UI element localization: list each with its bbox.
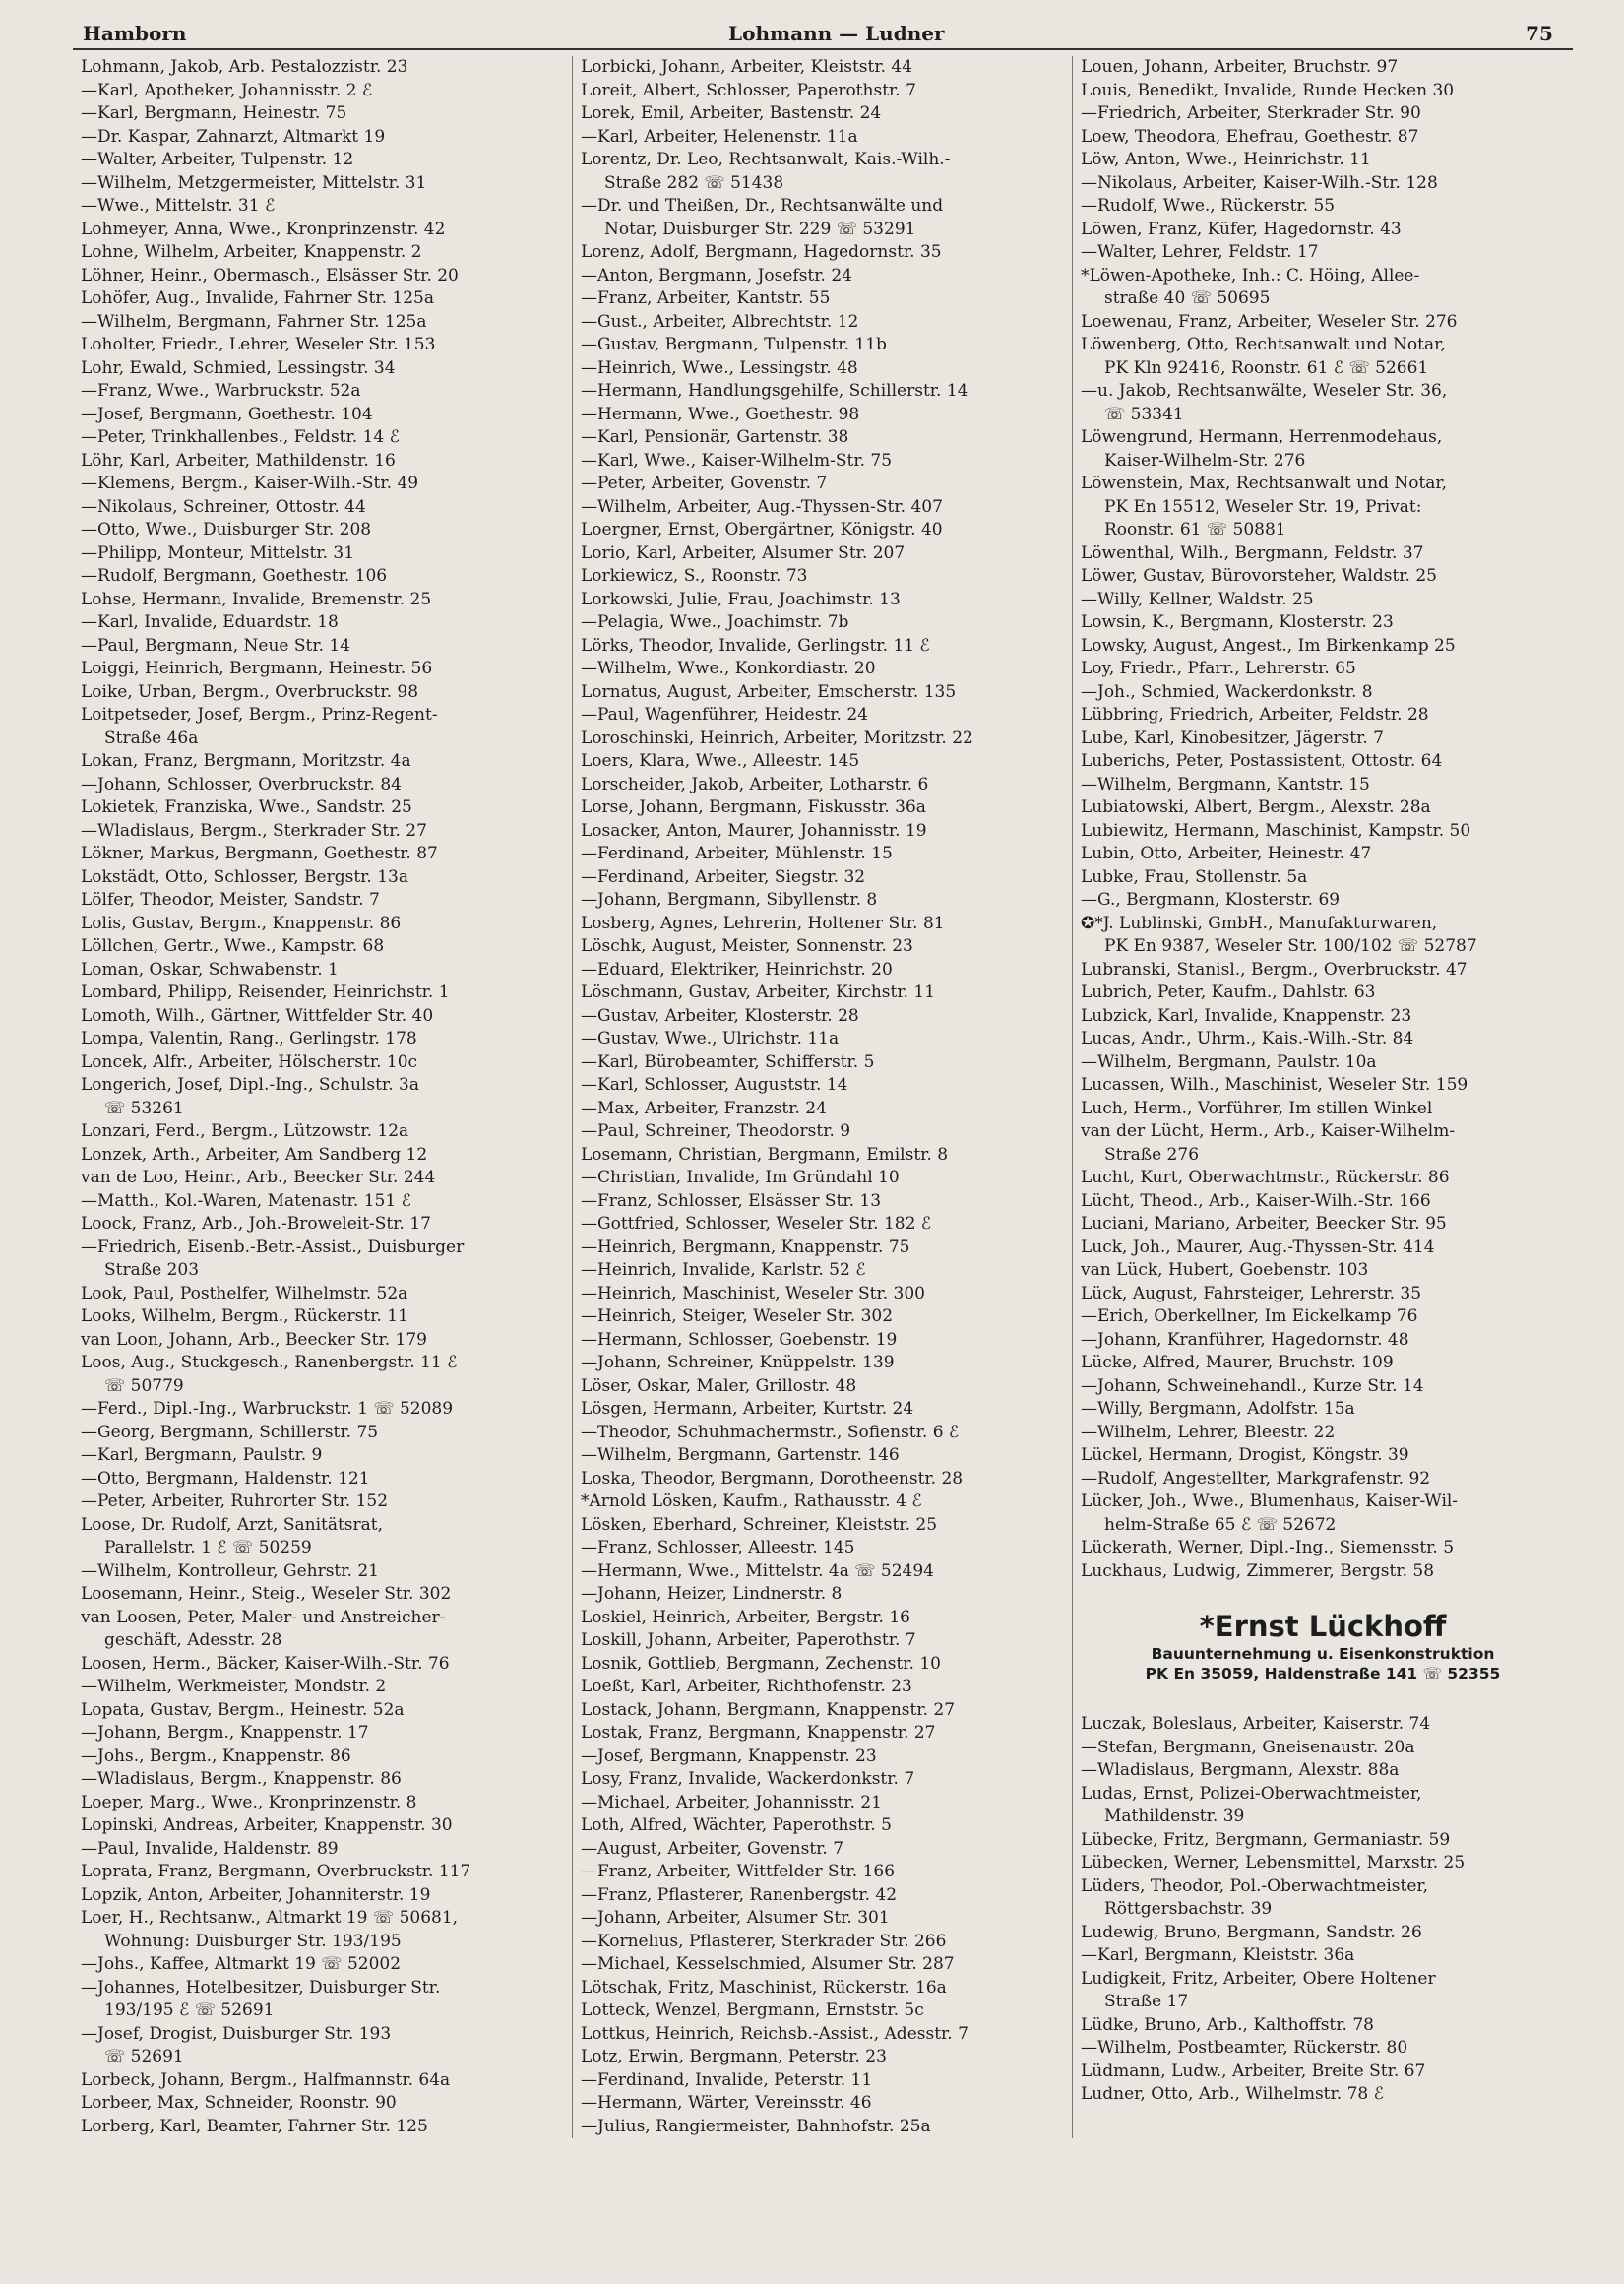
- directory-entry: —Johannes, Hotelbesitzer, Duisburger Str.: [81, 1977, 441, 1998]
- directory-entry: —Wilhelm, Kontrolleur, Gehrstr. 21: [81, 1560, 379, 1581]
- directory-entry: —Wilhelm, Werkmeister, Mondstr. 2: [81, 1677, 387, 1696]
- directory-entry: Loergner, Ernst, Obergärtner, Königstr. 40: [581, 520, 943, 539]
- directory-entry: —Theodor, Schuhmachermstr., Sofienstr. 6 ℰ: [581, 1422, 960, 1442]
- directory-entry: —Heinrich, Maschinist, Weseler Str. 300: [581, 1283, 925, 1303]
- directory-entry: Löhr, Karl, Arbeiter, Mathildenstr. 16: [81, 450, 396, 471]
- directory-entry: —Josef, Drogist, Duisburger Str. 193: [81, 2023, 392, 2044]
- directory-entry: —Heinrich, Wwe., Lessingstr. 48: [581, 357, 858, 378]
- directory-entry: Löwenthal, Wilh., Bergmann, Feldstr. 37: [1081, 542, 1424, 563]
- directory-entry: —Eduard, Elektriker, Heinrichstr. 20: [581, 959, 893, 980]
- directory-entry: Lölfer, Theodor, Meister, Sandstr. 7: [81, 890, 380, 910]
- directory-entry: —Rudolf, Angestellter, Markgrafenstr. 92: [1081, 1468, 1431, 1489]
- directory-entry: Ludner, Otto, Arb., Wilhelmstr. 78 ℰ: [1081, 2084, 1384, 2104]
- directory-entry: Löllchen, Gertr., Wwe., Kampstr. 68: [81, 936, 385, 956]
- directory-entry: —Franz, Schlosser, Alleestr. 145: [581, 1538, 855, 1557]
- directory-entry: —Johann, Heizer, Lindnerstr. 8: [581, 1584, 843, 1604]
- directory-entry: —Hermann, Wwe., Goethestr. 98: [581, 404, 860, 424]
- directory-entry: —Johann, Bergm., Knappenstr. 17: [81, 1723, 369, 1743]
- ad-line-1: Bauunternehmung u. Eisenkonstruktion: [1151, 1645, 1495, 1663]
- directory-entry: van de Loo, Heinr., Arb., Beecker Str. 244: [81, 1168, 436, 1187]
- directory-entry: Lüdmann, Ludw., Arbeiter, Breite Str. 67: [1081, 2061, 1426, 2081]
- directory-entry: Lück, August, Fahrsteiger, Lehrerstr. 35: [1081, 1283, 1422, 1303]
- directory-entry: —Karl, Schlosser, Auguststr. 14: [581, 1075, 848, 1095]
- directory-entry: van der Lücht, Herm., Arb., Kaiser-Wilhelm-: [1081, 1121, 1456, 1141]
- directory-entry: Lube, Karl, Kinobesitzer, Jägerstr. 7: [1081, 728, 1384, 748]
- directory-entry: —Hermann, Handlungsgehilfe, Schillerstr. 14: [581, 381, 968, 401]
- directory-entry: —Wilhelm, Metzgermeister, Mittelstr. 31: [81, 172, 427, 193]
- directory-entry: *Löwen-Apotheke, Inh.: C. Höing, Allee-: [1081, 265, 1420, 286]
- directory-entry: —Karl, Apotheker, Johannisstr. 2 ℰ: [81, 80, 373, 100]
- directory-entry: Loreit, Albert, Schlosser, Paperothstr. 7: [581, 80, 916, 100]
- directory-entry: Losberg, Agnes, Lehrerin, Holtener Str. 81: [581, 913, 945, 933]
- directory-entry: Loy, Friedr., Pfarr., Lehrerstr. 65: [1081, 659, 1356, 678]
- directory-entry: Losnik, Gottlieb, Bergmann, Zechenstr. 10: [581, 1653, 941, 1674]
- directory-entry: —Johann, Schlosser, Overbruckstr. 84: [81, 774, 402, 794]
- directory-entry: —Julius, Rangiermeister, Bahnhofstr. 25a: [581, 2116, 931, 2136]
- directory-entry: *Arnold Lösken, Kaufm., Rathausstr. 4 ℰ: [581, 1491, 922, 1511]
- directory-entry: —Hermann, Schlosser, Goebenstr. 19: [581, 1329, 898, 1350]
- directory-entry: Löser, Oskar, Maler, Grillostr. 48: [581, 1375, 857, 1396]
- directory-entry-continuation: Parallelstr. 1 ℰ ☏ 50259: [104, 1538, 312, 1557]
- directory-entry: Löwenstein, Max, Rechtsanwalt und Notar,: [1081, 474, 1448, 493]
- directory-entry: Lösgen, Hermann, Arbeiter, Kurtstr. 24: [581, 1399, 914, 1419]
- directory-entry: Lornatus, August, Arbeiter, Emscherstr. 135: [581, 681, 957, 702]
- directory-entry: —Hermann, Wwe., Mittelstr. 4a ☏ 52494: [581, 1560, 934, 1581]
- directory-entry: Loman, Oskar, Schwabenstr. 1: [81, 959, 339, 980]
- directory-entry: Loprata, Franz, Bergmann, Overbruckstr. 117: [81, 1862, 471, 1881]
- directory-entry-continuation: PK Kln 92416, Roonstr. 61 ℰ ☏ 52661: [1104, 357, 1429, 378]
- directory-entry: —Peter, Arbeiter, Govenstr. 7: [581, 474, 828, 493]
- directory-entry-continuation: Straße 282 ☏ 51438: [604, 172, 784, 193]
- directory-entry: Lombard, Philipp, Reisender, Heinrichstr. 1: [81, 983, 450, 1002]
- directory-entry: Loewenau, Franz, Arbeiter, Weseler Str. 276: [1081, 311, 1458, 332]
- directory-entry: Lucassen, Wilh., Maschinist, Weseler Str. 159: [1081, 1075, 1468, 1095]
- directory-entry: Lotteck, Wenzel, Bergmann, Ernststr. 5c: [581, 2000, 924, 2020]
- directory-entry: Lostak, Franz, Bergmann, Knappenstr. 27: [581, 1723, 936, 1743]
- directory-entry: Löhner, Heinr., Obermasch., Elsässer Str. 20: [81, 265, 459, 286]
- directory-entry: —August, Arbeiter, Govenstr. 7: [581, 1838, 844, 1859]
- directory-entry: —Ferdinand, Invalide, Peterstr. 11: [581, 2069, 873, 2090]
- directory-entry: —Wilhelm, Postbeamter, Rückerstr. 80: [1081, 2038, 1408, 2058]
- directory-entry: Lohöfer, Aug., Invalide, Fahrner Str. 125a: [81, 288, 434, 308]
- directory-entry: Losemann, Christian, Bergmann, Emilstr. 8: [581, 1144, 949, 1165]
- directory-entry: Loiggi, Heinrich, Bergmann, Heinestr. 56: [81, 659, 433, 678]
- directory-entry: Ludewig, Bruno, Bergmann, Sandstr. 26: [1081, 1922, 1422, 1942]
- column-2: [573, 56, 1073, 2138]
- directory-entry: —Gustav, Wwe., Ulrichstr. 11a: [581, 1029, 840, 1048]
- directory-entry-continuation: PK En 15512, Weseler Str. 19, Privat:: [1104, 496, 1422, 517]
- directory-entry: Löwen, Franz, Küfer, Hagedornstr. 43: [1081, 219, 1402, 239]
- directory-entry: —Johann, Arbeiter, Alsumer Str. 301: [581, 1908, 890, 1928]
- directory-entry: —Franz, Wwe., Warbruckstr. 52a: [81, 381, 361, 401]
- directory-entry: Luczak, Boleslaus, Arbeiter, Kaiserstr. 74: [1081, 1714, 1431, 1734]
- directory-entry: —Ferd., Dipl.-Ing., Warbruckstr. 1 ☏ 52089: [81, 1399, 454, 1419]
- directory-entry: Lucas, Andr., Uhrm., Kais.-Wilh.-Str. 84: [1081, 1029, 1414, 1048]
- directory-entry: Lonzari, Ferd., Bergm., Lützowstr. 12a: [81, 1121, 409, 1141]
- directory-entry: Longerich, Josef, Dipl.-Ing., Schulstr. 3a: [81, 1075, 419, 1095]
- directory-entry: Lohmeyer, Anna, Wwe., Kronprinzenstr. 42: [81, 219, 446, 239]
- directory-entry: Loosen, Herm., Bäcker, Kaiser-Wilh.-Str. 76: [81, 1653, 450, 1674]
- directory-entry: Lowsin, K., Bergmann, Klosterstr. 23: [1081, 612, 1394, 632]
- directory-entry: Lorscheider, Jakob, Arbeiter, Lotharstr. 6: [581, 774, 929, 794]
- directory-entry: —Christian, Invalide, Im Gründahl 10: [581, 1168, 900, 1187]
- directory-entry: Lokan, Franz, Bergmann, Moritzstr. 4a: [81, 751, 411, 771]
- directory-entry: —Karl, Bergmann, Heinestr. 75: [81, 103, 347, 123]
- directory-entry: —Joh., Schmied, Wackerdonkstr. 8: [1081, 681, 1373, 702]
- directory-entry: —Dr. Kaspar, Zahnarzt, Altmarkt 19: [81, 126, 386, 147]
- directory-entry: —Georg, Bergmann, Schillerstr. 75: [81, 1422, 379, 1442]
- directory-entry: —Paul, Wagenführer, Heidestr. 24: [581, 705, 868, 725]
- directory-entry: —Franz, Arbeiter, Wittfelder Str. 166: [581, 1862, 896, 1881]
- directory-entry-continuation: Mathildenstr. 39: [1104, 1807, 1245, 1826]
- directory-entry-continuation: straße 40 ☏ 50695: [1104, 288, 1271, 308]
- directory-entry: —Rudolf, Wwe., Rückerstr. 55: [1081, 196, 1336, 216]
- directory-entry: Lorek, Emil, Arbeiter, Bastenstr. 24: [581, 103, 882, 123]
- directory-entry: Looks, Wilhelm, Bergm., Rückerstr. 11: [81, 1306, 408, 1326]
- directory-entry-continuation: geschäft, Adesstr. 28: [104, 1630, 282, 1650]
- directory-entry: —Karl, Pensionär, Gartenstr. 38: [581, 427, 849, 447]
- column-3-entries-bottom: [1081, 1713, 1565, 2107]
- directory-entry: Luciani, Mariano, Arbeiter, Beecker Str. 95: [1081, 1214, 1447, 1234]
- column-3-entries-top: [1081, 56, 1565, 1583]
- directory-entry: Lohr, Ewald, Schmied, Lessingstr. 34: [81, 357, 396, 378]
- directory-entry: Look, Paul, Posthelfer, Wilhelmstr. 52a: [81, 1283, 408, 1303]
- directory-entry: —Johs., Bergm., Knappenstr. 86: [81, 1745, 351, 1766]
- directory-entry-continuation: Straße 17: [1104, 1992, 1189, 2011]
- directory-entry: Loroschinski, Heinrich, Arbeiter, Moritzstr. 22: [581, 728, 973, 748]
- directory-entry-continuation: Röttgersbachstr. 39: [1104, 1899, 1273, 1919]
- directory-entry: Lottkus, Heinrich, Reichsb.-Assist., Adesstr. 7: [581, 2023, 968, 2044]
- directory-entry: —Johann, Kranführer, Hagedornstr. 48: [1081, 1329, 1409, 1350]
- directory-entry: —Karl, Wwe., Kaiser-Wilhelm-Str. 75: [581, 450, 893, 471]
- directory-entry-continuation: ☏ 53341: [1104, 404, 1184, 424]
- directory-entry: Lowsky, August, Angest., Im Birkenkamp 25: [1081, 635, 1456, 656]
- directory-entry: Ludas, Ernst, Polizei-Oberwachtmeister,: [1081, 1783, 1422, 1804]
- directory-entry: Lorio, Karl, Arbeiter, Alsumer Str. 207: [581, 542, 906, 563]
- directory-entry: Löwer, Gustav, Bürovorsteher, Waldstr. 25: [1081, 566, 1437, 586]
- directory-entry: Lorbeck, Johann, Bergm., Halfmannstr. 64a: [81, 2069, 451, 2090]
- directory-entry: Lorenz, Adolf, Bergmann, Hagedornstr. 35: [581, 242, 942, 262]
- directory-entry: —Nikolaus, Arbeiter, Kaiser-Wilh.-Str. 128: [1081, 172, 1438, 193]
- directory-entry: —Walter, Arbeiter, Tulpenstr. 12: [81, 150, 354, 169]
- directory-entry: —Max, Arbeiter, Franzstr. 24: [581, 1098, 827, 1118]
- directory-entry: Lohse, Hermann, Invalide, Bremenstr. 25: [81, 589, 432, 609]
- directory-entry: —Franz, Schlosser, Elsässer Str. 13: [581, 1190, 882, 1211]
- directory-entry: —Friedrich, Arbeiter, Sterkrader Str. 90: [1081, 103, 1421, 123]
- directory-entry-continuation: Straße 46a: [104, 728, 199, 748]
- directory-entry: Lokstädt, Otto, Schlosser, Bergstr. 13a: [81, 866, 408, 887]
- directory-entry: —Wilhelm, Lehrer, Bleestr. 22: [1081, 1422, 1336, 1442]
- directory-entry: —Gust., Arbeiter, Albrechtstr. 12: [581, 311, 859, 332]
- directory-entry: —Josef, Bergmann, Knappenstr. 23: [581, 1745, 877, 1766]
- directory-entry: Loska, Theodor, Bergmann, Dorotheenstr. 28: [581, 1468, 964, 1489]
- directory-entry: Loos, Aug., Stuckgesch., Ranenbergstr. 11 ℰ: [81, 1353, 458, 1372]
- directory-entry: —Karl, Arbeiter, Helenenstr. 11a: [581, 126, 858, 147]
- directory-entry: Loitpetseder, Josef, Bergm., Prinz-Regent-: [81, 705, 438, 725]
- directory-entry: Loosemann, Heinr., Steig., Weseler Str. 302: [81, 1584, 452, 1604]
- directory-entry: —Philipp, Monteur, Mittelstr. 31: [81, 542, 355, 563]
- directory-entry-continuation: Straße 276: [1104, 1144, 1200, 1165]
- directory-entry: Lubrich, Peter, Kaufm., Dahlstr. 63: [1081, 983, 1376, 1002]
- directory-entry: —Johs., Kaffee, Altmarkt 19 ☏ 52002: [81, 1954, 402, 1974]
- directory-entry: Lücht, Theod., Arb., Kaiser-Wilh.-Str. 166: [1081, 1190, 1431, 1211]
- directory-entry: Loose, Dr. Rudolf, Arzt, Sanitätsrat,: [81, 1514, 384, 1535]
- directory-entry: Löwengrund, Hermann, Herrenmodehaus,: [1081, 427, 1443, 447]
- directory-entry: Ludigkeit, Fritz, Arbeiter, Obere Holtener: [1081, 1968, 1436, 1989]
- directory-entry: Luck, Joh., Maurer, Aug.-Thyssen-Str. 414: [1081, 1237, 1435, 1257]
- directory-entry: —Walter, Lehrer, Feldstr. 17: [1081, 242, 1319, 262]
- directory-entry: ✪*J. Lublinski, GmbH., Manufakturwaren,: [1081, 913, 1438, 933]
- header-center: Lohmann — Ludner: [728, 22, 945, 45]
- directory-entry: Lückerath, Werner, Dipl.-Ing., Siemensstr. 5: [1081, 1538, 1455, 1557]
- directory-entry: —Gustav, Bergmann, Tulpenstr. 11b: [581, 335, 887, 354]
- directory-entry: —Peter, Arbeiter, Ruhrorter Str. 152: [81, 1491, 389, 1511]
- columns: [73, 56, 1573, 2138]
- directory-entry: Lorkiewicz, S., Roonstr. 73: [581, 566, 808, 586]
- directory-entry: —G., Bergmann, Klosterstr. 69: [1081, 890, 1341, 910]
- directory-entry: Loholter, Friedr., Lehrer, Weseler Str. 153: [81, 335, 436, 354]
- directory-entry: —Michael, Kesselschmied, Alsumer Str. 287: [581, 1954, 955, 1974]
- directory-entry: van Loosen, Peter, Maler- und Anstreicher-: [81, 1607, 446, 1627]
- directory-entry: —Anton, Bergmann, Josefstr. 24: [581, 265, 852, 286]
- directory-entry: Lücke, Alfred, Maurer, Bruchstr. 109: [1081, 1353, 1394, 1372]
- directory-entry: Lorberg, Karl, Beamter, Fahrner Str. 125: [81, 2116, 428, 2136]
- directory-entry: —Karl, Bergmann, Paulstr. 9: [81, 1445, 323, 1465]
- directory-entry: Loer, H., Rechtsanw., Altmarkt 19 ☏ 50681,: [81, 1908, 459, 1928]
- directory-entry: Losy, Franz, Invalide, Wackerdonkstr. 7: [581, 1769, 915, 1789]
- directory-entry: Lopinski, Andreas, Arbeiter, Knappenstr. 30: [81, 1815, 453, 1835]
- directory-entry: —Wilhelm, Bergmann, Kantstr. 15: [1081, 774, 1370, 794]
- directory-entry-continuation: helm-Straße 65 ℰ ☏ 52672: [1104, 1514, 1337, 1535]
- directory-entry: Lorentz, Dr. Leo, Rechtsanwalt, Kais.-Wilh.-: [581, 150, 951, 169]
- directory-entry: —Wilhelm, Bergmann, Fahrner Str. 125a: [81, 311, 427, 332]
- directory-entry: Löw, Anton, Wwe., Heinrichstr. 11: [1081, 150, 1371, 169]
- directory-entry: Lotz, Erwin, Bergmann, Peterstr. 23: [581, 2047, 887, 2066]
- directory-entry: Lubiewitz, Hermann, Maschinist, Kampstr. 50: [1081, 820, 1471, 841]
- directory-entry-continuation: ☏ 52691: [104, 2047, 184, 2066]
- directory-entry: Lückel, Hermann, Drogist, Köngstr. 39: [1081, 1445, 1409, 1465]
- directory-entry: Lucht, Kurt, Oberwachtmstr., Rückerstr. 86: [1081, 1168, 1450, 1187]
- directory-entry-continuation: ☏ 53261: [104, 1098, 184, 1118]
- directory-entry-continuation: PK En 9387, Weseler Str. 100/102 ☏ 52787: [1104, 936, 1477, 956]
- directory-entry: —Pelagia, Wwe., Joachimstr. 7b: [581, 612, 849, 632]
- directory-entry: —Wilhelm, Wwe., Konkordiastr. 20: [581, 659, 876, 678]
- directory-entry: —Karl, Bergmann, Kleiststr. 36a: [1081, 1945, 1355, 1965]
- directory-entry: —Willy, Bergmann, Adolfstr. 15a: [1081, 1399, 1355, 1419]
- ad-name: *Ernst Lückhoff: [1199, 1610, 1447, 1643]
- directory-entry: —Karl, Bürobeamter, Schifferstr. 5: [581, 1051, 875, 1072]
- directory-entry: Lubke, Frau, Stollenstr. 5a: [1081, 866, 1308, 887]
- directory-entry: —Heinrich, Steiger, Weseler Str. 302: [581, 1306, 894, 1326]
- directory-entry: —Paul, Invalide, Haldenstr. 89: [81, 1838, 339, 1859]
- directory-entry: Luckhaus, Ludwig, Zimmerer, Bergstr. 58: [1081, 1560, 1435, 1581]
- directory-entry: Losacker, Anton, Maurer, Johannisstr. 19: [581, 820, 927, 841]
- directory-entry: —Nikolaus, Schreiner, Ottostr. 44: [81, 496, 366, 517]
- directory-entry: Löschk, August, Meister, Sonnenstr. 23: [581, 936, 913, 956]
- directory-entry: —Wladislaus, Bergm., Knappenstr. 86: [81, 1769, 402, 1789]
- directory-entry: Lötschak, Fritz, Maschinist, Rückerstr. 16a: [581, 1977, 947, 1998]
- directory-entry: Lubin, Otto, Arbeiter, Heinestr. 47: [1081, 844, 1372, 863]
- directory-entry: Lonzek, Arth., Arbeiter, Am Sandberg 12: [81, 1144, 428, 1165]
- directory-entry: van Lück, Hubert, Goebenstr. 103: [1081, 1260, 1369, 1280]
- directory-entry: Lorbicki, Johann, Arbeiter, Kleiststr. 44: [581, 57, 913, 77]
- directory-entry: Lörks, Theodor, Invalide, Gerlingstr. 11 ℰ: [581, 635, 930, 656]
- directory-entry: Luch, Herm., Vorführer, Im stillen Winkel: [1081, 1098, 1433, 1118]
- directory-entry: Loeper, Marg., Wwe., Kronprinzenstr. 8: [81, 1792, 417, 1812]
- directory-entry: Lubzick, Karl, Invalide, Knappenstr. 23: [1081, 1005, 1412, 1026]
- directory-entry: —Hermann, Wärter, Vereinsstr. 46: [581, 2093, 872, 2113]
- directory-entry: Lücker, Joh., Wwe., Blumenhaus, Kaiser-Wil-: [1081, 1491, 1459, 1511]
- directory-entry: Lorbeer, Max, Schneider, Roonstr. 90: [81, 2093, 397, 2113]
- directory-entry: Loike, Urban, Bergm., Overbruckstr. 98: [81, 681, 419, 702]
- directory-entry: —Gustav, Arbeiter, Klosterstr. 28: [581, 1005, 859, 1026]
- directory-entry: —Kornelius, Pflasterer, Sterkrader Str. 266: [581, 1931, 947, 1951]
- directory-entry-continuation: ☏ 50779: [104, 1375, 184, 1396]
- directory-entry: Loock, Franz, Arb., Joh.-Broweleit-Str. 17: [81, 1214, 431, 1234]
- directory-entry-continuation: Kaiser-Wilhelm-Str. 276: [1104, 450, 1306, 471]
- directory-entry: Lopata, Gustav, Bergm., Heinestr. 52a: [81, 1699, 405, 1720]
- directory-entry-continuation: Wohnung: Duisburger Str. 193/195: [104, 1931, 402, 1951]
- directory-entry: Loskill, Johann, Arbeiter, Paperothstr. 7: [581, 1630, 916, 1650]
- directory-entry: Loeßt, Karl, Arbeiter, Richthofenstr. 23: [581, 1677, 912, 1696]
- page-number: 75: [1526, 22, 1553, 45]
- directory-entry: Lomoth, Wilh., Gärtner, Wittfelder Str. 40: [81, 1005, 434, 1026]
- directory-entry: —Johann, Bergmann, Sibyllenstr. 8: [581, 890, 878, 910]
- directory-entry: —Wilhelm, Bergmann, Paulstr. 10a: [1081, 1051, 1377, 1072]
- directory-entry: —Ferdinand, Arbeiter, Mühlenstr. 15: [581, 844, 893, 863]
- directory-entry: Loers, Klara, Wwe., Alleestr. 145: [581, 751, 860, 771]
- directory-entry: Lübecke, Fritz, Bergmann, Germaniastr. 59: [1081, 1829, 1451, 1850]
- directory-entry: Lokietek, Franziska, Wwe., Sandstr. 25: [81, 797, 412, 817]
- directory-entry: —Dr. und Theißen, Dr., Rechtsanwälte und: [581, 196, 944, 216]
- directory-entry: —Johann, Schreiner, Knüppelstr. 139: [581, 1353, 895, 1372]
- directory-entry: —Stefan, Bergmann, Gneisenaustr. 20a: [1081, 1737, 1415, 1757]
- directory-entry: Loskiel, Heinrich, Arbeiter, Bergstr. 16: [581, 1607, 910, 1627]
- directory-entry: —Otto, Wwe., Duisburger Str. 208: [81, 520, 372, 539]
- directory-entry: Lubiatowski, Albert, Bergm., Alexstr. 28a: [1081, 797, 1431, 817]
- directory-entry: —Johann, Schweinehandl., Kurze Str. 14: [1081, 1375, 1424, 1396]
- directory-entry: Loew, Theodora, Ehefrau, Goethestr. 87: [1081, 126, 1419, 147]
- directory-entry: Löschmann, Gustav, Arbeiter, Kirchstr. 11: [581, 983, 936, 1002]
- directory-entry: —Friedrich, Eisenb.-Betr.-Assist., Duisburger: [81, 1237, 465, 1257]
- directory-entry: —Erich, Oberkellner, Im Eickelkamp 76: [1081, 1306, 1418, 1326]
- directory-entry: Louis, Benedikt, Invalide, Runde Hecken 30: [1081, 80, 1455, 100]
- directory-entry: Löwenberg, Otto, Rechtsanwalt und Notar,: [1081, 335, 1446, 354]
- directory-entry-continuation: Notar, Duisburger Str. 229 ☏ 53291: [604, 219, 916, 239]
- directory-entry-continuation: Straße 203: [104, 1260, 200, 1280]
- directory-entry: —Matth., Kol.-Waren, Matenastr. 151 ℰ: [81, 1190, 411, 1211]
- directory-entry: Lorkowski, Julie, Frau, Joachimstr. 13: [581, 589, 901, 609]
- directory-entry: Lösken, Eberhard, Schreiner, Kleiststr. 25: [581, 1514, 938, 1535]
- directory-entry: Lohne, Wilhelm, Arbeiter, Knappenstr. 2: [81, 242, 422, 262]
- directory-entry: —Paul, Schreiner, Theodorstr. 9: [581, 1121, 851, 1141]
- directory-entry: —Klemens, Bergm., Kaiser-Wilh.-Str. 49: [81, 474, 419, 493]
- directory-entry: Louen, Johann, Arbeiter, Bruchstr. 97: [1081, 57, 1399, 77]
- directory-entry: —Wladislaus, Bergm., Sterkrader Str. 27: [81, 820, 427, 841]
- directory-entry: —Rudolf, Bergmann, Goethestr. 106: [81, 566, 388, 586]
- directory-entry: —Paul, Bergmann, Neue Str. 14: [81, 635, 351, 656]
- directory-entry: —Gottfried, Schlosser, Weseler Str. 182 ℰ: [581, 1214, 932, 1234]
- directory-entry: Lopzik, Anton, Arbeiter, Johanniterstr. 19: [81, 1884, 431, 1905]
- directory-entry: —Peter, Trinkhallenbes., Feldstr. 14 ℰ: [81, 427, 400, 447]
- directory-entry: Lorse, Johann, Bergmann, Fiskusstr. 36a: [581, 797, 926, 817]
- directory-entry: Lolis, Gustav, Bergm., Knappenstr. 86: [81, 913, 402, 933]
- directory-entry-continuation: Roonstr. 61 ☏ 50881: [1104, 520, 1286, 539]
- column-3: [1073, 56, 1573, 2138]
- column-1: [73, 56, 573, 2138]
- directory-entry: —Josef, Bergmann, Goethestr. 104: [81, 404, 373, 424]
- directory-entry: Loncek, Alfr., Arbeiter, Hölscherstr. 10c: [81, 1051, 418, 1072]
- directory-entry: Lompa, Valentin, Rang., Gerlingstr. 178: [81, 1029, 417, 1048]
- directory-entry: Luberichs, Peter, Postassistent, Ottostr. 64: [1081, 751, 1443, 771]
- directory-entry: —Heinrich, Invalide, Karlstr. 52 ℰ: [581, 1260, 866, 1280]
- directory-entry: Lüders, Theodor, Pol.-Oberwachtmeister,: [1081, 1875, 1429, 1896]
- directory-entry: —Ferdinand, Arbeiter, Siegstr. 32: [581, 866, 866, 887]
- directory-entry: —Michael, Arbeiter, Johannisstr. 21: [581, 1792, 882, 1812]
- directory-entry: —Heinrich, Bergmann, Knappenstr. 75: [581, 1237, 910, 1257]
- directory-entry: —Wladislaus, Bergmann, Alexstr. 88a: [1081, 1760, 1400, 1780]
- directory-entry: Lostack, Johann, Bergmann, Knappenstr. 27: [581, 1699, 956, 1720]
- directory-entry: Lubranski, Stanisl., Bergm., Overbruckstr. 47: [1081, 959, 1468, 980]
- directory-entry: —Wilhelm, Bergmann, Gartenstr. 146: [581, 1445, 900, 1465]
- directory-entry-continuation: 193/195 ℰ ☏ 52691: [104, 2000, 275, 2020]
- directory-entry: —Karl, Invalide, Eduardstr. 18: [81, 612, 339, 632]
- directory-entry: Lüdke, Bruno, Arb., Kalthoffstr. 78: [1081, 2014, 1374, 2035]
- directory-entry: —Wwe., Mittelstr. 31 ℰ: [81, 196, 276, 216]
- header-left: Hamborn: [83, 22, 187, 45]
- directory-entry: Lübecken, Werner, Lebensmittel, Marxstr. 25: [1081, 1853, 1466, 1872]
- ad-line-2: PK En 35059, Haldenstraße 141 ☏ 52355: [1145, 1665, 1501, 1682]
- directory-entry: —u. Jakob, Rechtsanwälte, Weseler Str. 36,: [1081, 381, 1448, 401]
- directory-entry: Loth, Alfred, Wächter, Paperothstr. 5: [581, 1815, 892, 1835]
- advertisement: [1081, 1609, 1565, 1683]
- directory-entry: van Loon, Johann, Arb., Beecker Str. 179: [81, 1329, 427, 1350]
- directory-entry: Lökner, Markus, Bergmann, Goethestr. 87: [81, 844, 438, 863]
- page-header: [73, 18, 1573, 50]
- directory-entry: —Franz, Arbeiter, Kantstr. 55: [581, 288, 831, 308]
- directory-entry: —Willy, Kellner, Waldstr. 25: [1081, 589, 1314, 609]
- directory-entry: Lübbring, Friedrich, Arbeiter, Feldstr. 28: [1081, 705, 1429, 725]
- directory-entry: —Otto, Bergmann, Haldenstr. 121: [81, 1468, 370, 1489]
- directory-entry: Lohmann, Jakob, Arb. Pestalozzistr. 23: [81, 57, 408, 77]
- directory-entry: —Franz, Pflasterer, Ranenbergstr. 42: [581, 1884, 898, 1905]
- directory-entry: —Wilhelm, Arbeiter, Aug.-Thyssen-Str. 407: [581, 496, 943, 517]
